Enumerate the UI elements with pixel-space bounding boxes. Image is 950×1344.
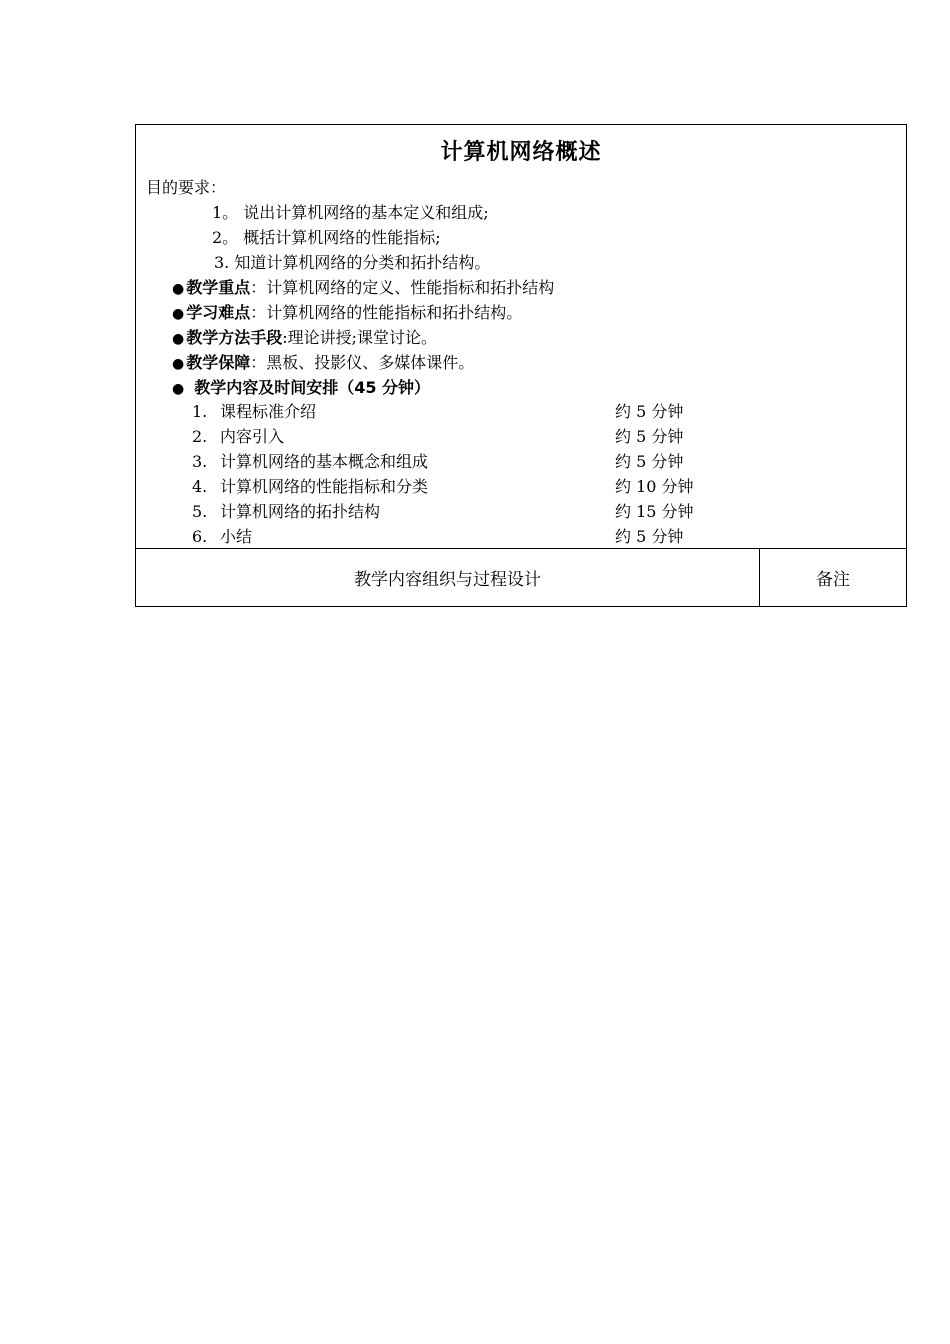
schedule-item — [192, 402, 316, 422]
bullet-learning-difficulty — [172, 303, 522, 324]
schedule-item — [192, 477, 428, 497]
objective-item: 1。 说出计算机网络的基本定义和组成; — [212, 203, 489, 222]
schedule-item-time: 约 5 分钟 — [615, 427, 684, 446]
bullet-label: 学习难点 — [186, 303, 251, 322]
schedule-item-time: 约 5 分钟 — [615, 402, 684, 421]
schedule-item-label: 计算机网络的拓扑结构 — [220, 502, 381, 521]
schedule-item-label: 内容引入 — [220, 427, 285, 446]
schedule-item-number: 5. — [192, 502, 208, 521]
schedule-item-number: 4. — [192, 477, 208, 496]
schedule-item-number: 3. — [192, 452, 208, 471]
schedule-item-number: 6. — [192, 527, 208, 546]
schedule-item-label: 计算机网络的性能指标和分类 — [220, 477, 429, 496]
column-header-content-design: 教学内容组织与过程设计 — [136, 549, 760, 606]
schedule-heading-line — [172, 378, 430, 399]
bullet-label: 教学保障 — [186, 353, 251, 372]
schedule-item-label: 计算机网络的基本概念和组成 — [220, 452, 429, 471]
bullet-label: 教学方法手段 — [186, 328, 283, 347]
schedule-item-time: 约 5 分钟 — [615, 527, 684, 546]
bullet-marker: ● — [172, 356, 185, 372]
schedule-item — [192, 427, 284, 447]
schedule-item-number: 2. — [192, 427, 208, 446]
bullet-marker: ● — [172, 306, 185, 322]
schedule-item-label: 课程标准介绍 — [220, 402, 317, 421]
bullet-text: ：计算机网络的性能指标和拓扑结构。 — [250, 303, 523, 322]
bullet-teaching-focus — [172, 278, 554, 299]
bullet-teaching-support — [172, 353, 474, 374]
objective-item: 3. 知道计算机网络的分类和拓扑结构。 — [214, 253, 491, 272]
bullet-text: :理论讲授;课堂讨论。 — [282, 328, 438, 347]
bullet-text: ：黑板、投影仪、多媒体课件。 — [250, 353, 475, 372]
schedule-item-number: 1. — [192, 402, 208, 421]
column-header-notes: 备注 — [816, 570, 850, 590]
bullet-marker: ● — [172, 331, 185, 347]
schedule-item — [192, 452, 428, 472]
document-title: 计算机网络概述 — [440, 140, 602, 165]
table-header-row — [136, 549, 906, 606]
schedule-item — [192, 502, 380, 522]
bullet-teaching-methods — [172, 328, 437, 349]
schedule-item — [192, 527, 252, 547]
schedule-item-time: 约 15 分钟 — [615, 502, 694, 521]
schedule-heading: 教学内容及时间安排（45 分钟） — [194, 378, 431, 397]
bullet-text: ：计算机网络的定义、性能指标和拓扑结构 — [250, 278, 555, 297]
schedule-item-time: 约 5 分钟 — [615, 452, 684, 471]
schedule-item-label: 小结 — [220, 527, 253, 546]
bullet-marker: ● — [172, 381, 185, 397]
objectives-heading: 目的要求： — [146, 178, 227, 197]
objective-item: 2。 概括计算机网络的性能指标; — [212, 228, 441, 247]
schedule-item-time: 约 10 分钟 — [615, 477, 694, 496]
bullet-label: 教学重点 — [186, 278, 251, 297]
lesson-plan-table — [135, 124, 907, 607]
lesson-overview-cell — [136, 125, 906, 549]
bullet-marker: ● — [172, 281, 185, 297]
